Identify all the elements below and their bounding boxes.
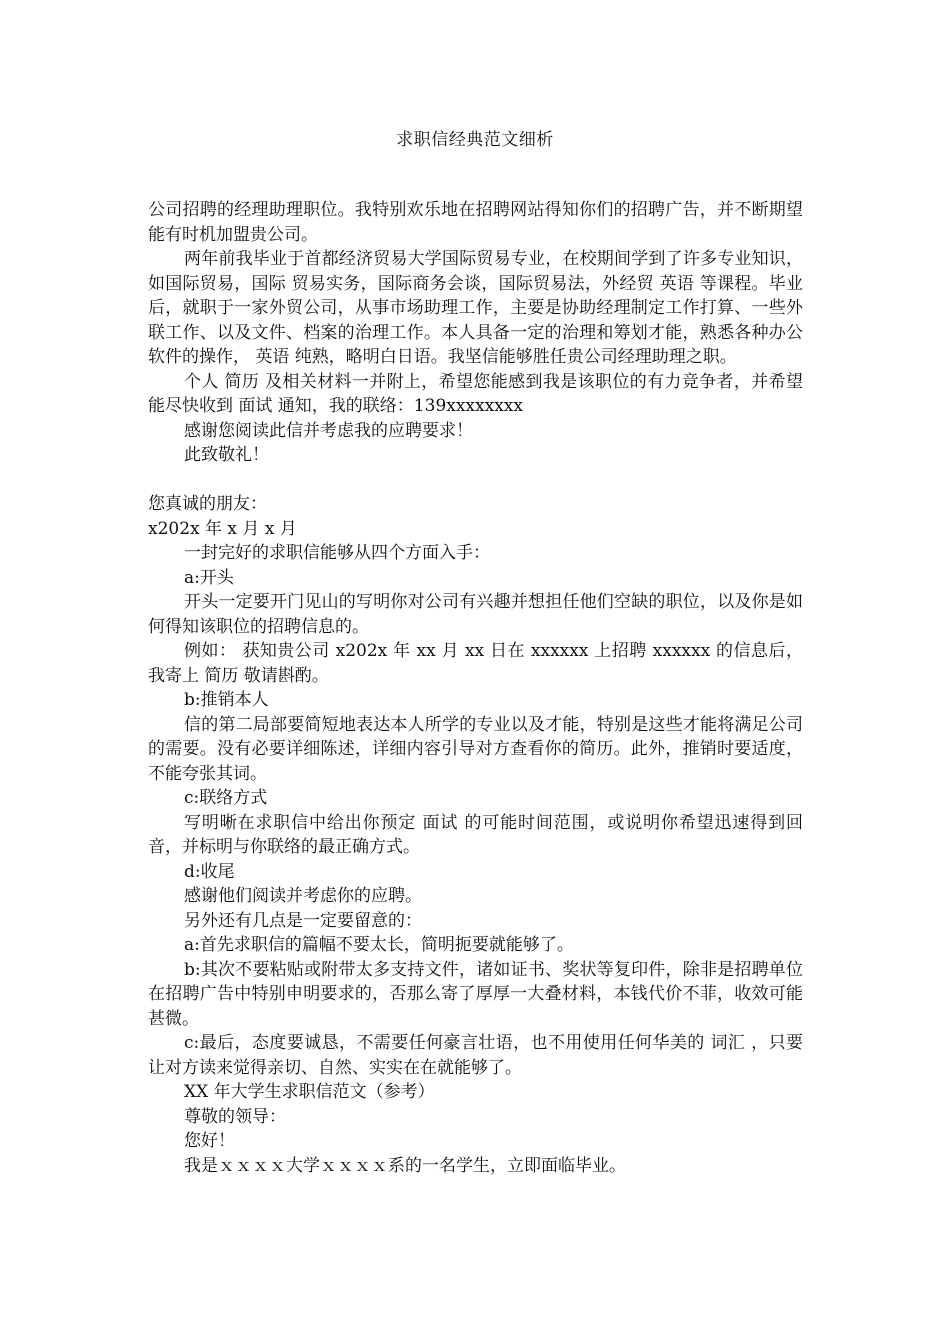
paragraph: 另外还有几点是一定要留意的：	[184, 910, 422, 931]
paragraph: 一封完好的求职信能够从四个方面入手：	[184, 543, 490, 563]
paragraph: 您真诚的朋友：	[148, 494, 267, 514]
paragraph: b:其次不要粘贴或附带太多支持文件，诸如证书、奖状等复印件，除非是招聘单位在招聘广告中特别申明要求的，否那么寄了厚厚一大叠材料，本钱代价不菲，收效可能甚微。	[148, 959, 803, 1029]
paragraph: 个人 简历 及相关材料一并附上，希望您能感到我是该职位的有力竞争者，并希望能尽快收到 面试 通知，我的联络：139xxxxxxxx	[148, 371, 803, 416]
paragraph: 感谢他们阅读并考虑你的应聘。	[184, 886, 422, 906]
paragraph: c:最后，态度要诚恳，不需要任何豪言壮语，也不用使用任何华美的 词汇 ，只要让对方读来觉得亲切、自然、实实在在就能够了。	[148, 1033, 803, 1078]
document-title: 求职信经典范文细析	[396, 130, 554, 150]
paragraph: 例如： 获知贵公司 x202x 年 xx 月 xx 日在 xxxxxx 上招聘 xxxxxx 的信息后，我寄上 简历 敬请斟酌。	[148, 641, 803, 686]
paragraph: 尊敬的领导：	[184, 1106, 286, 1127]
paragraph: XX 年大学生求职信范文（参考）	[184, 1082, 435, 1102]
paragraph: 感谢您阅读此信并考虑我的应聘要求！	[184, 420, 473, 441]
paragraph: b:推销本人	[184, 690, 269, 710]
paragraph: x202x 年 x 月 x 月	[148, 518, 297, 539]
paragraph: 公司招聘的经理助理职位。我特别欢乐地在招聘网站得知你们的招聘广告，并不断期望能有时机加盟贵公司。	[148, 200, 803, 245]
paragraph: a:首先求职信的篇幅不要太长，简明扼要就能够了。	[184, 935, 574, 955]
paragraph: 此致敬礼！	[184, 445, 269, 465]
paragraph: 写明晰在求职信中给出你预定 面试 的可能时间范围，或说明你希望迅速得到回音，并标明与你联络的最正确方式。	[148, 812, 803, 857]
paragraph: 开头一定要开门见山的写明你对公司有兴趣并想担任他们空缺的职位，以及你是如何得知该职位的招聘信息的。	[148, 592, 803, 637]
blank-line	[148, 468, 803, 493]
paragraph: c:联络方式	[184, 788, 268, 808]
paragraph: 我是ｘｘｘｘ大学ｘｘｘｘ系的一名学生，立即面临毕业。	[184, 1155, 626, 1176]
paragraph: a:开头	[184, 567, 234, 588]
paragraph: 两年前我毕业于首都经济贸易大学国际贸易专业，在校期间学到了许多专业知识，如国际贸易，国际 贸易实务，国际商务会谈，国际贸易法，外经贸 英语 等课程。毕业后，就职于一家外贸公司，从事市场助理工作，主要是协助经理制定工作打算、一些外联工作、以及文件、档案的治理工作。本人具备一定的治理和筹划才能，熟悉各种办公软件的操作， 英语 纯熟，略明白日语。我坚信能够胜任贵公司经理助理之职。	[148, 249, 803, 367]
document-body	[148, 198, 803, 1178]
paragraph: 信的第二局部要简短地表达本人所学的专业以及才能，特别是这些才能将满足公司的需要。没有必要详细陈述，详细内容引导对方查看你的简历。此外，推销时要适度，不能夸张其词。	[148, 714, 803, 784]
paragraph: 您好！	[184, 1131, 235, 1151]
paragraph: d:收尾	[184, 861, 235, 882]
